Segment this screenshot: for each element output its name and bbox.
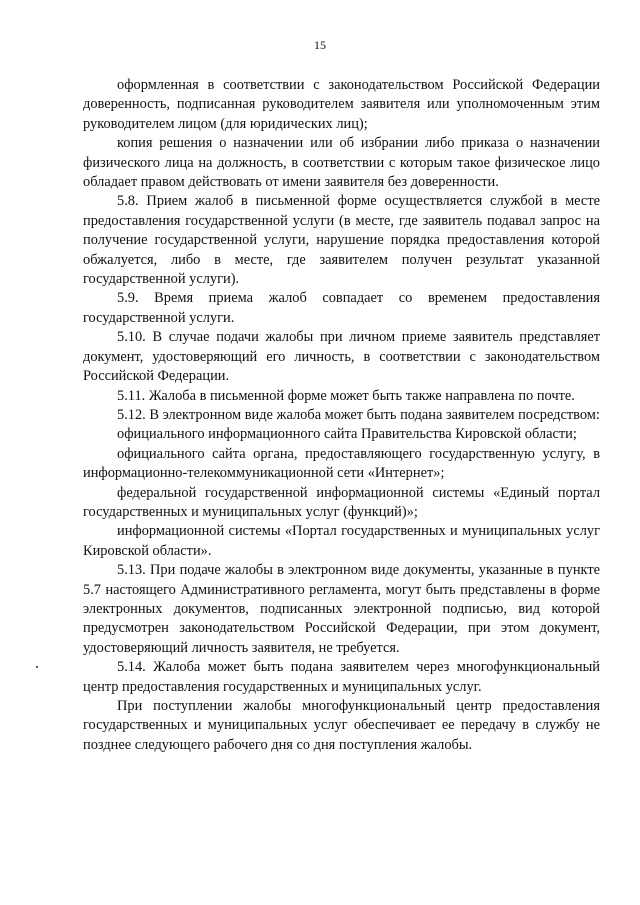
paragraph-5-10: 5.10. В случае подачи жалобы при личном приеме заявитель представляет документ, удостоверяющий его личность, в соответствии с законодательством Российской Федерации.: [83, 329, 600, 385]
document-body: [83, 76, 600, 755]
paragraph-5-8: 5.8. Прием жалоб в письменной форме осуществляется службой в месте предоставления государственной услуги (в месте, где заявитель подавал запрос на получение государственной услуги, нарушение порядка предоставления которой обжалуется, либо в месте, где заявителем получен результат указанной государственной услуги).: [83, 193, 600, 288]
list-item-regional-portal: информационной системы «Портал государственных и муниципальных услуг Кировской области».: [83, 523, 600, 559]
list-item-government-site: официального информационного сайта Правительства Кировской области;: [117, 426, 577, 443]
paragraph-appointment-decision: копия решения о назначении или об избрании либо приказа о назначении физического лица на должность, в соответствии с которым такое физическое лицо обладает правом действовать от имени заявителя без доверенности.: [83, 135, 600, 191]
paragraph-power-of-attorney: оформленная в соответствии с законодательством Российской Федерации доверенность, подписанная руководителем заявителя или уполномоченным этим руководителем лицом (для юридических лиц);: [83, 77, 600, 132]
scan-artifact: [36, 666, 38, 668]
paragraph-5-12: 5.12. В электронном виде жалоба может быть подана заявителем посредством:: [117, 406, 600, 423]
paragraph-5-13: 5.13. При подаче жалобы в электронном виде документы, указанные в пункте 5.7 настоящего Административного регламента, могут быть представлены в форме электронных документов, подписанных электронной подписью, вид которой предусмотрен законодательством Российской Федерации, при этом документ, удостоверяющий личность заявителя, не требуется.: [83, 562, 600, 656]
list-item-agency-site: официального сайта органа, предоставляющего государственную услугу, в информационно-телекоммуникационной сети «Интернет»;: [83, 445, 600, 482]
paragraph-5-14: 5.14. Жалоба может быть подана заявителем через многофункциональный центр предоставления государственных и муниципальных услуг.: [83, 659, 600, 695]
paragraph-mfc-transfer: При поступлении жалобы многофункциональный центр предоставления государственных и муниципальных услуг обеспечивает ее передачу в службу не позднее следующего рабочего дня со дня поступления жалобы.: [83, 698, 600, 753]
list-item-federal-portal: федеральной государственной информационной системы «Единый портал государственных и муниципальных услуг (функций)»;: [83, 484, 600, 520]
paragraph-5-9: 5.9. Время приема жалоб совпадает со временем предоставления государственной услуги.: [83, 290, 600, 326]
page-number: 15: [314, 38, 326, 52]
paragraph-5-11: 5.11. Жалоба в письменной форме может быть также направлена по почте.: [117, 387, 575, 404]
